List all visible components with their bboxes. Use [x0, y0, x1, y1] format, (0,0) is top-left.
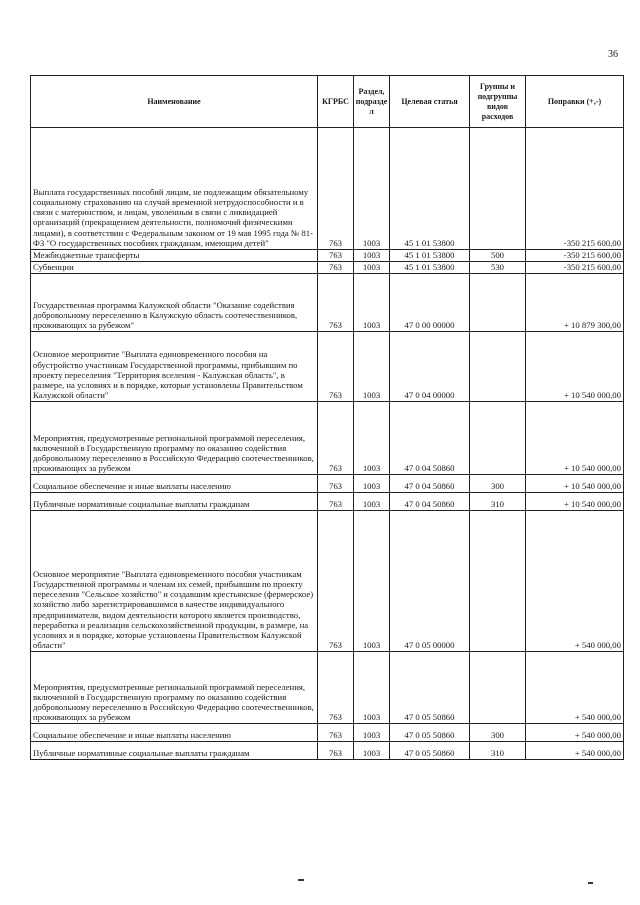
cell-name: Основное мероприятие "Выплата единовременного пособия на обустройство участникам Государственной программы, прибывшим по проекту переселения "Территория вселения - Калужская область", в размере, на условиях и в порядке, которые установлены Правительством Калужской области" — [31, 332, 318, 402]
budget-amendments-table — [30, 75, 624, 760]
cell-target: 45 1 01 53800 — [390, 262, 470, 274]
cell-target: 47 0 05 50860 — [390, 742, 470, 760]
cell-section: 1003 — [354, 652, 390, 724]
cell-section: 1003 — [354, 402, 390, 475]
table-row — [31, 128, 624, 250]
cell-ktrbs: 763 — [318, 262, 354, 274]
cell-group — [470, 511, 526, 652]
table-row — [31, 724, 624, 742]
cell-group: 300 — [470, 724, 526, 742]
cell-ktrbs: 763 — [318, 274, 354, 332]
cell-amend: -350 215 600,00 — [526, 262, 624, 274]
cell-target: 47 0 04 50860 — [390, 402, 470, 475]
cell-group — [470, 274, 526, 332]
cell-name: Субвенции — [31, 262, 318, 274]
cell-ktrbs: 763 — [318, 475, 354, 493]
cell-section: 1003 — [354, 250, 390, 262]
column-header-amend: Поправки (+,-) — [526, 76, 624, 128]
table-row — [31, 274, 624, 332]
cell-name: Мероприятия, предусмотренные региональной программой переселения, включенной в Государственную программу по оказанию содействия добровольному переселению в Российскую Федерацию соотечественников, проживающих за рубежом — [31, 652, 318, 724]
cell-amend: + 10 540 000,00 — [526, 493, 624, 511]
cell-amend: -350 215 600,00 — [526, 128, 624, 250]
table-row — [31, 742, 624, 760]
table-header-row — [31, 76, 624, 128]
cell-ktrbs: 763 — [318, 652, 354, 724]
cell-target: 47 0 04 00000 — [390, 332, 470, 402]
cell-section: 1003 — [354, 511, 390, 652]
column-header-target: Целевая статья — [390, 76, 470, 128]
cell-amend: + 540 000,00 — [526, 652, 624, 724]
cell-ktrbs: 763 — [318, 128, 354, 250]
cell-name: Социальное обеспечение и иные выплаты населению — [31, 724, 318, 742]
cell-section: 1003 — [354, 274, 390, 332]
cell-ktrbs: 763 — [318, 402, 354, 475]
cell-section: 1003 — [354, 128, 390, 250]
cell-target: 45 1 01 53800 — [390, 128, 470, 250]
page-number: 36 — [608, 49, 618, 60]
table-row — [31, 332, 624, 402]
cell-group: 530 — [470, 262, 526, 274]
cell-name: Мероприятия, предусмотренные региональной программой переселения, включенной в Государственную программу по оказанию содействия добровольному переселению в Российскую Федерацию соотечественников, проживающих за рубежом — [31, 402, 318, 475]
scan-mark — [298, 879, 304, 881]
cell-name: Основное мероприятие "Выплата единовременного пособия участникам Государственной программы и членам их семей, прибывшим по проекту переселения "Сельское хозяйство" и создавшим крестьянское (фермерское) хозяйство либо зарегистрировавшимся в качестве индивидуального предпринимателя, видом деятельности которого является производство, переработка и реализация сельскохозяйственной продукции, в размере, на условиях и в порядке, которые установлены Правительством Калужской области" — [31, 511, 318, 652]
cell-group: 500 — [470, 250, 526, 262]
table-row — [31, 262, 624, 274]
cell-name: Публичные нормативные социальные выплаты гражданам — [31, 493, 318, 511]
table-row — [31, 652, 624, 724]
cell-name: Государственная программа Калужской области "Оказание содействия добровольному переселению в Калужскую область соотечественников, проживающих за рубежом" — [31, 274, 318, 332]
cell-amend: + 540 000,00 — [526, 742, 624, 760]
cell-target: 47 0 04 50860 — [390, 493, 470, 511]
cell-name: Межбюджетные трансферты — [31, 250, 318, 262]
cell-target: 45 1 01 53800 — [390, 250, 470, 262]
cell-group — [470, 402, 526, 475]
cell-amend: + 10 540 000,00 — [526, 475, 624, 493]
cell-ktrbs: 763 — [318, 332, 354, 402]
cell-name: Социальное обеспечение и иные выплаты населению — [31, 475, 318, 493]
cell-group: 300 — [470, 475, 526, 493]
cell-target: 47 0 05 50860 — [390, 652, 470, 724]
cell-group — [470, 652, 526, 724]
cell-section: 1003 — [354, 724, 390, 742]
cell-group: 310 — [470, 493, 526, 511]
table-row — [31, 250, 624, 262]
cell-target: 47 0 05 50860 — [390, 724, 470, 742]
table-row — [31, 493, 624, 511]
cell-amend: + 10 879 300,00 — [526, 274, 624, 332]
cell-target: 47 0 00 00000 — [390, 274, 470, 332]
column-header-group: Группы и подгруппы видов расходов — [470, 76, 526, 128]
cell-section: 1003 — [354, 332, 390, 402]
cell-ktrbs: 763 — [318, 724, 354, 742]
table-row — [31, 511, 624, 652]
cell-ktrbs: 763 — [318, 493, 354, 511]
column-header-section: Раздел, подразде л — [354, 76, 390, 128]
cell-name: Публичные нормативные социальные выплаты гражданам — [31, 742, 318, 760]
column-header-name: Наименование — [31, 76, 318, 128]
cell-section: 1003 — [354, 742, 390, 760]
cell-target: 47 0 05 00000 — [390, 511, 470, 652]
column-header-ktrbs: КГРБС — [318, 76, 354, 128]
cell-target: 47 0 04 50860 — [390, 475, 470, 493]
table-row — [31, 402, 624, 475]
cell-amend: + 540 000,00 — [526, 724, 624, 742]
scan-mark — [588, 882, 593, 884]
cell-name: Выплата государственных пособий лицам, не подлежащим обязательному социальному страхованию на случай временной нетрудоспособности и в связи с материнством, и лицам, уволенным в связи с ликвидацией организаций (прекращением деятельности, полномочий физическими лицами), в соответствии с Федеральным законом от 19 мая 1995 года № 81-ФЗ "О государственных пособиях гражданам, имеющим детей" — [31, 128, 318, 250]
cell-amend: + 10 540 000,00 — [526, 332, 624, 402]
cell-ktrbs: 763 — [318, 511, 354, 652]
cell-group — [470, 128, 526, 250]
cell-amend: + 10 540 000,00 — [526, 402, 624, 475]
cell-section: 1003 — [354, 493, 390, 511]
table-row — [31, 475, 624, 493]
cell-ktrbs: 763 — [318, 742, 354, 760]
cell-amend: + 540 000,00 — [526, 511, 624, 652]
cell-section: 1003 — [354, 262, 390, 274]
cell-group: 310 — [470, 742, 526, 760]
cell-section: 1003 — [354, 475, 390, 493]
cell-ktrbs: 763 — [318, 250, 354, 262]
cell-amend: -350 215 600,00 — [526, 250, 624, 262]
table-body — [31, 128, 624, 760]
cell-group — [470, 332, 526, 402]
